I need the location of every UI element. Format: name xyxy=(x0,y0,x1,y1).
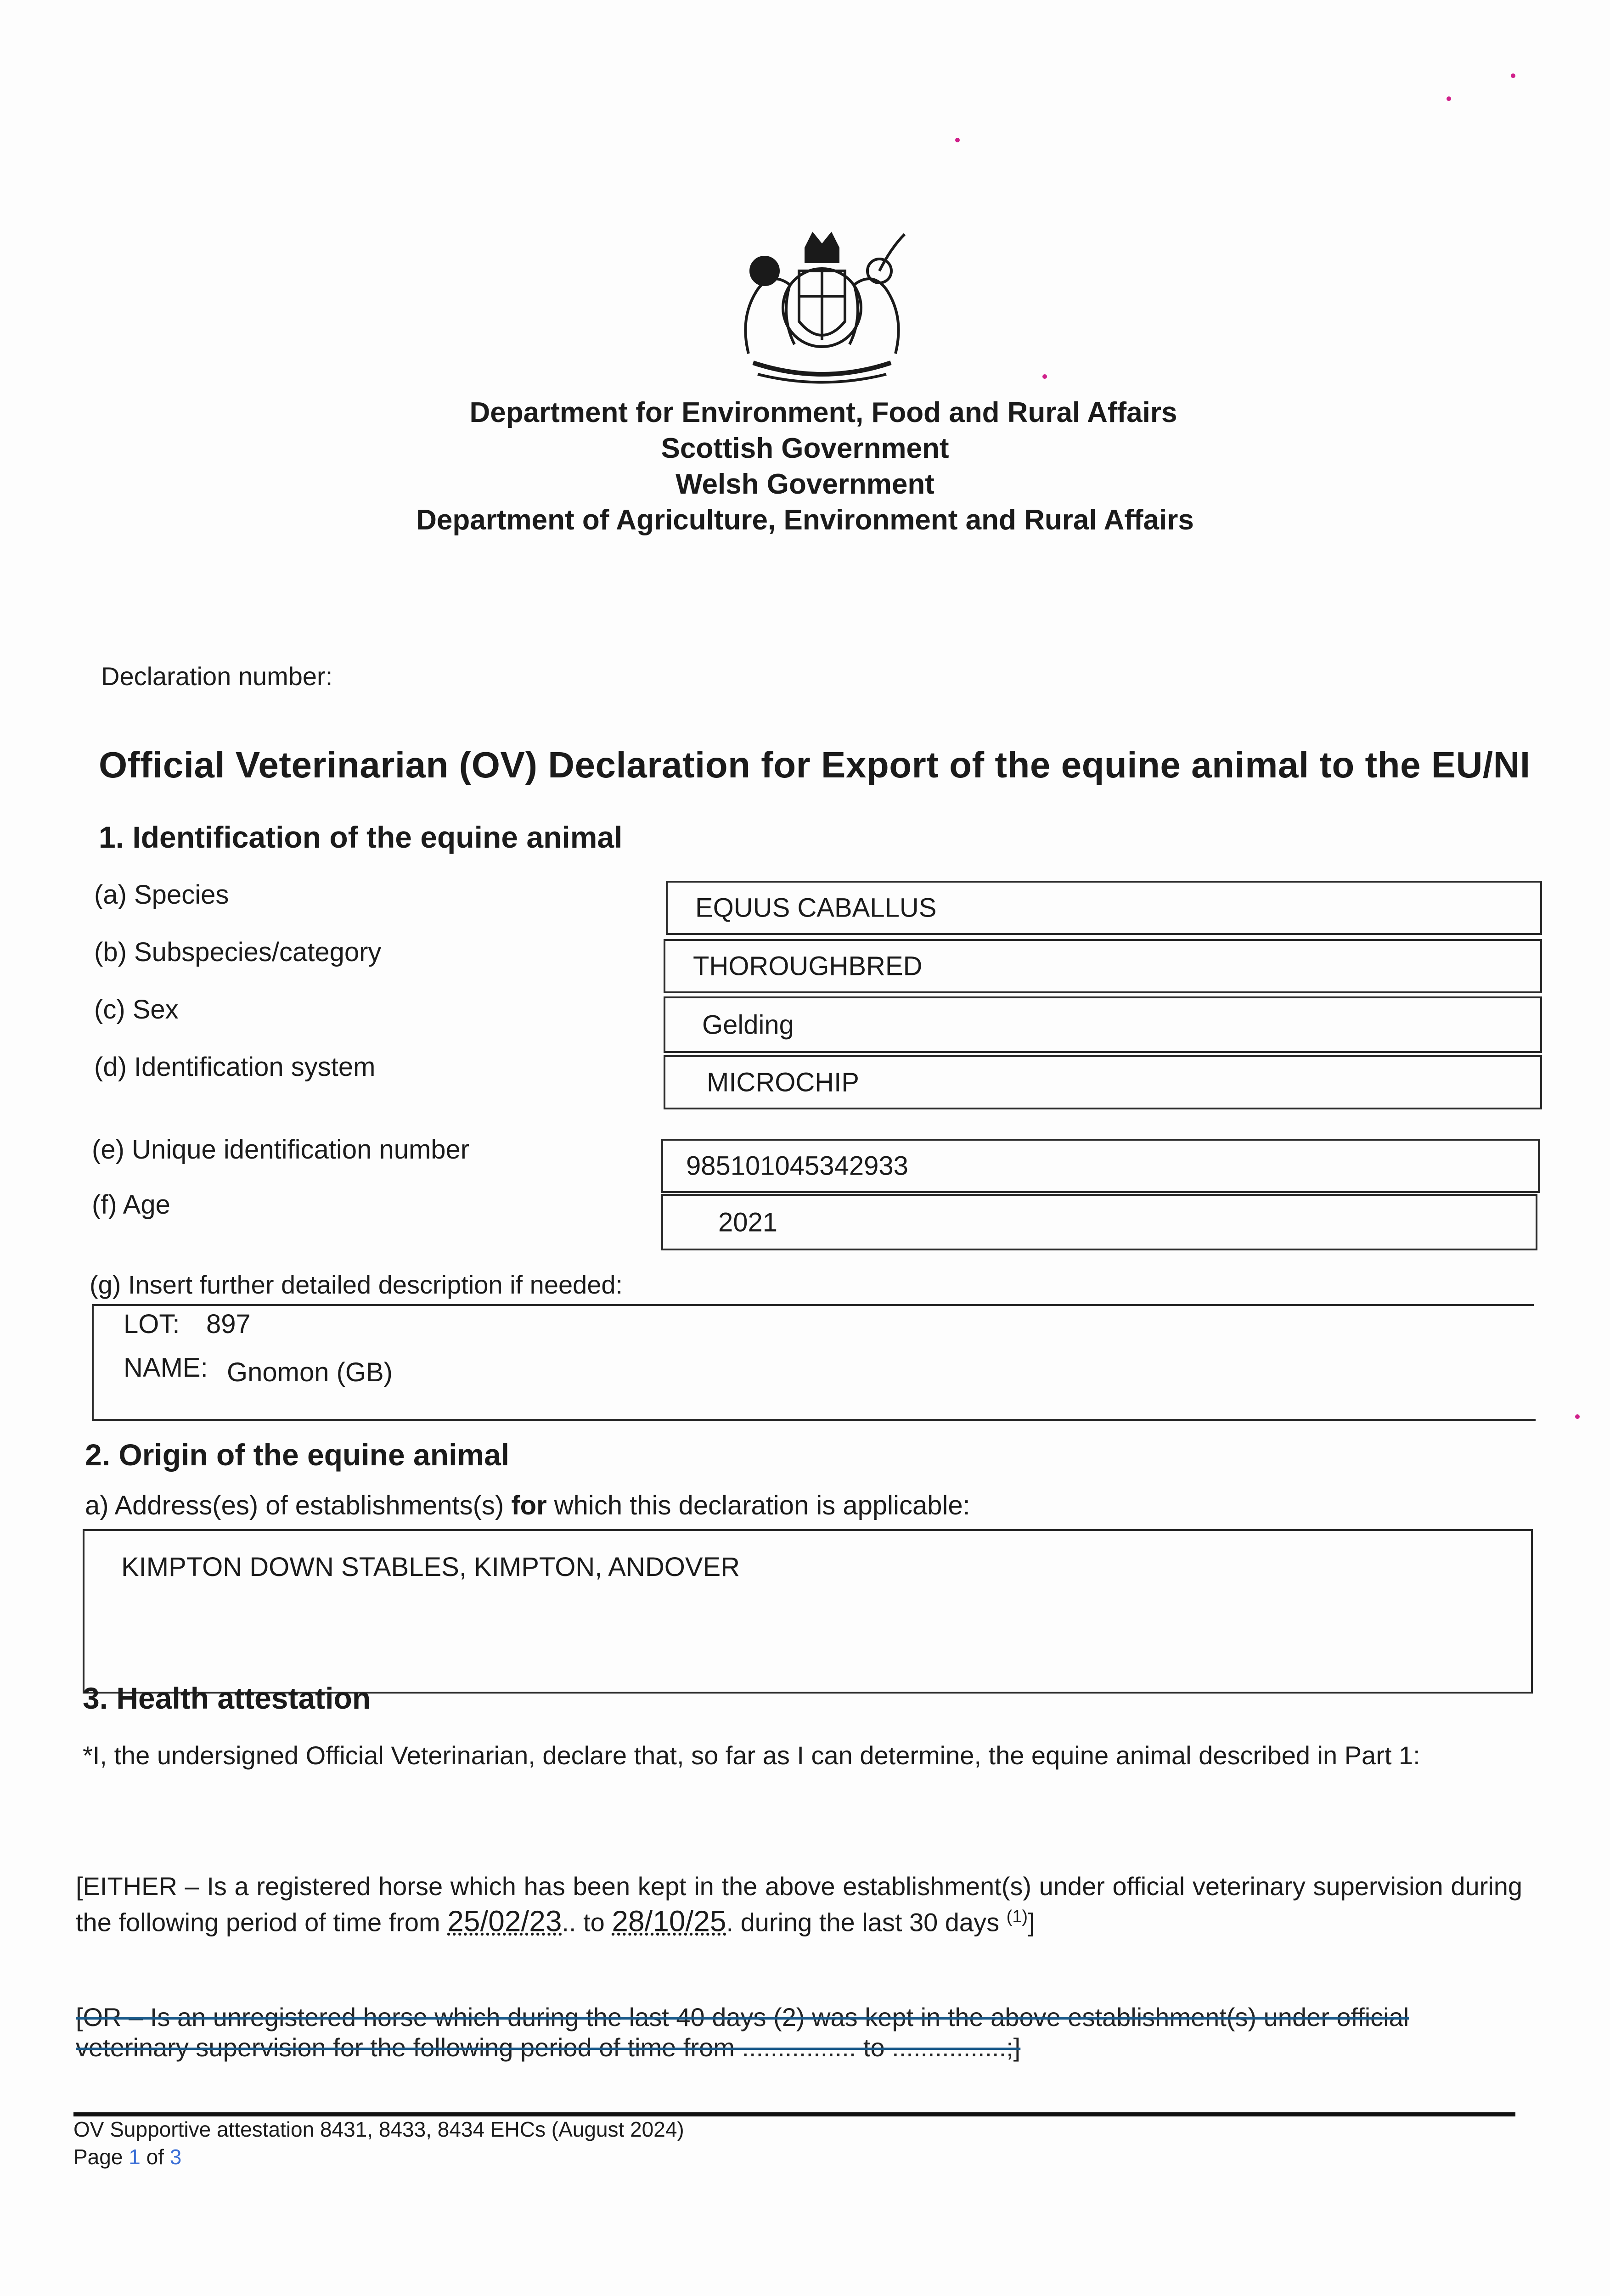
subspecies-value: THOROUGHBRED xyxy=(693,951,923,981)
age-label: (f) Age xyxy=(92,1190,170,1220)
age-field[interactable] xyxy=(661,1194,1537,1250)
footer-rule xyxy=(73,2112,1515,2116)
identification-system-value: MICROCHIP xyxy=(707,1067,859,1097)
species-value: EQUUS CABALLUS xyxy=(695,893,937,923)
name-label: NAME: xyxy=(124,1353,208,1383)
species-field[interactable] xyxy=(666,881,1542,935)
department-daera: Department of Agriculture, Environment and Rural Affairs xyxy=(416,504,1194,536)
identification-system-field[interactable] xyxy=(664,1055,1542,1109)
sex-value: Gelding xyxy=(702,1010,794,1040)
department-defra: Department for Environment, Food and Rural Affairs xyxy=(469,397,1177,428)
department-welsh-government: Welsh Government xyxy=(676,468,934,500)
subspecies-label: (b) Subspecies/category xyxy=(94,937,382,967)
scan-speck xyxy=(1511,73,1515,78)
declaration-number-label: Declaration number: xyxy=(101,662,333,691)
unique-id-label: (e) Unique identification number xyxy=(92,1135,470,1165)
sex-label: (c) Sex xyxy=(94,995,179,1024)
name-value: Gnomon (GB) xyxy=(227,1357,393,1387)
further-description-box[interactable] xyxy=(92,1304,1536,1421)
address-label: a) Address(es) of establishments(s) for which this declaration is applicable: xyxy=(85,1491,970,1520)
section-2-heading: 2. Origin of the equine animal xyxy=(85,1438,510,1472)
department-scottish-government: Scottish Government xyxy=(661,433,949,464)
royal-coat-of-arms-icon xyxy=(721,216,923,390)
address-value: KIMPTON DOWN STABLES, KIMPTON, ANDOVER xyxy=(121,1552,740,1582)
address-field[interactable] xyxy=(83,1529,1533,1694)
scan-speck xyxy=(955,138,960,142)
either-from-date: 25/02/23 xyxy=(447,1904,562,1938)
page-indicator: Page 1 of 3 xyxy=(73,2145,182,2169)
subspecies-field[interactable] xyxy=(664,939,1542,993)
either-to-date: 28/10/25 xyxy=(612,1904,726,1938)
species-label: (a) Species xyxy=(94,880,229,910)
further-description-label: (g) Insert further detailed description if needed: xyxy=(90,1270,623,1299)
sex-field[interactable] xyxy=(664,996,1542,1053)
either-clause: [EITHER – Is a registered horse which has been kept in the above establishment(s) under official veterinary supervision during the following period of time from 25/02/23.. to 28/10/25. during the last 30 days $^{(1)}$] xyxy=(76,1872,1522,1938)
section-3-heading: 3. Health attestation xyxy=(83,1681,371,1715)
scan-speck xyxy=(1447,96,1451,101)
footer-attestation: OV Supportive attestation 8431, 8433, 8434 EHCs (August 2024) xyxy=(73,2117,684,2141)
age-value: 2021 xyxy=(718,1207,778,1237)
scan-speck xyxy=(1575,1414,1580,1419)
or-clause-struck: [OR – Is an unregistered horse which during the last 40 days (2) was kept in the above establishment(s) under official veterinary supervision for the following period of time from ................ to ................;] xyxy=(76,2003,1409,2062)
section-1-heading: 1. Identification of the equine animal xyxy=(99,820,623,854)
lot-label: LOT: xyxy=(124,1309,180,1339)
health-attestation-intro: *I, the undersigned Official Veterinarian, declare that, so far as I can determine, the equine animal described in Part 1: xyxy=(83,1741,1420,1770)
page-title: Official Veterinarian (OV) Declaration for Export of the equine animal to the EU/NI xyxy=(99,744,1531,785)
unique-id-value: 985101045342933 xyxy=(686,1151,908,1181)
scan-speck xyxy=(1042,374,1047,379)
lot-value: 897 xyxy=(206,1309,251,1339)
unique-id-field[interactable] xyxy=(661,1139,1540,1193)
identification-system-label: (d) Identification system xyxy=(94,1052,376,1082)
